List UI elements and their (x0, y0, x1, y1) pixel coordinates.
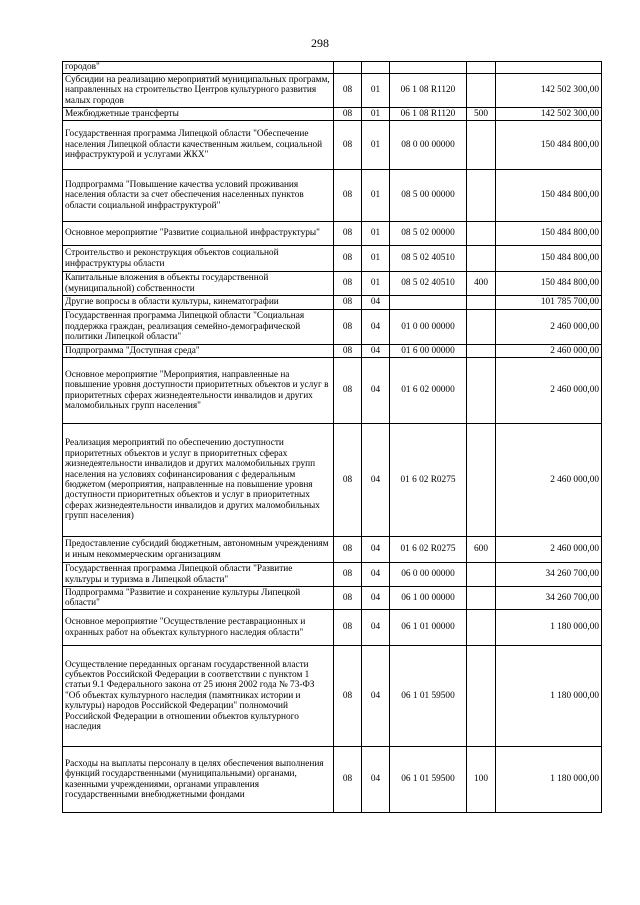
section-code: 08 (334, 424, 362, 537)
amount: 2 460 000,00 (496, 424, 602, 537)
amount: 2 460 000,00 (496, 310, 602, 345)
target-article-code: 06 0 00 00000 (390, 563, 467, 587)
section-code: 08 (334, 121, 362, 170)
subsection-code: 04 (362, 610, 390, 646)
subsection-code: 04 (362, 345, 390, 358)
table-row (63, 358, 602, 424)
expense-type-code (467, 246, 496, 272)
budget-item-name: Предоставление субсидий бюджетным, автономным учреждениям и иным некоммерческим организациям (63, 537, 334, 563)
table-row (63, 537, 602, 563)
table-row (63, 646, 602, 747)
expense-type-code (467, 62, 496, 74)
table-row (63, 246, 602, 272)
subsection-code: 01 (362, 74, 390, 108)
amount: 150 484 800,00 (496, 121, 602, 170)
section-code: 08 (334, 222, 362, 246)
budget-item-name: Капитальные вложения в объекты государственной (муниципальной) собственности (63, 272, 334, 296)
budget-item-name: Подпрограмма "Доступная среда" (63, 345, 334, 358)
amount: 142 502 300,00 (496, 74, 602, 108)
subsection-code: 04 (362, 358, 390, 424)
section-code: 08 (334, 272, 362, 296)
subsection-code: 04 (362, 537, 390, 563)
expense-type-code (467, 358, 496, 424)
target-article-code: 06 1 08 R1120 (390, 108, 467, 121)
subsection-code: 04 (362, 646, 390, 747)
budget-item-name: Расходы на выплаты персоналу в целях обеспечения выполнения функций государственными (муниципальными) органами, казенными учреждениями, органами управления государственными внебюджетными фондами (63, 747, 334, 813)
budget-item-name: Основное мероприятие "Осуществление реставрационных и охранных работ на объектах культурного наследия области" (63, 610, 334, 646)
section-code: 08 (334, 537, 362, 563)
subsection-code: 01 (362, 121, 390, 170)
amount: 34 260 700,00 (496, 587, 602, 610)
table-row (63, 424, 602, 537)
expense-type-code (467, 121, 496, 170)
section-code: 08 (334, 310, 362, 345)
section-code: 08 (334, 246, 362, 272)
table-row (63, 310, 602, 345)
table-row (63, 296, 602, 310)
amount: 150 484 800,00 (496, 272, 602, 296)
section-code: 08 (334, 74, 362, 108)
amount: 142 502 300,00 (496, 108, 602, 121)
subsection-code: 04 (362, 747, 390, 813)
subsection-code: 01 (362, 170, 390, 222)
target-article-code (390, 296, 467, 310)
subsection-code (362, 62, 390, 74)
subsection-code: 04 (362, 296, 390, 310)
target-article-code: 08 0 00 00000 (390, 121, 467, 170)
target-article-code (390, 62, 467, 74)
budget-item-name: Основное мероприятие "Развитие социальной инфраструктуры" (63, 222, 334, 246)
expense-type-code (467, 587, 496, 610)
table-row (63, 108, 602, 121)
target-article-code: 08 5 00 00000 (390, 170, 467, 222)
target-article-code: 06 1 00 00000 (390, 587, 467, 610)
table-row (63, 62, 602, 74)
budget-item-name: Государственная программа Липецкой области "Обеспечение населения Липецкой области качественным жильем, социальной инфраструктурой и услугами ЖКХ" (63, 121, 334, 170)
expense-type-code (467, 345, 496, 358)
table-row (63, 121, 602, 170)
section-code: 08 (334, 646, 362, 747)
subsection-code: 01 (362, 222, 390, 246)
target-article-code: 01 6 02 R0275 (390, 424, 467, 537)
section-code (334, 62, 362, 74)
table-row (63, 587, 602, 610)
budget-item-name: Основное мероприятие "Мероприятия, направленные на повышение уровня доступности приоритетных объектов и услуг в приоритетных сферах жизнедеятельности инвалидов и других маломобильных групп населения" (63, 358, 334, 424)
target-article-code: 01 0 00 00000 (390, 310, 467, 345)
section-code: 08 (334, 587, 362, 610)
target-article-code: 06 1 01 59500 (390, 646, 467, 747)
subsection-code: 04 (362, 587, 390, 610)
target-article-code: 08 5 02 40510 (390, 272, 467, 296)
expense-type-code: 400 (467, 272, 496, 296)
budget-item-name: городов" (63, 62, 334, 74)
section-code: 08 (334, 610, 362, 646)
table-row (63, 747, 602, 813)
amount: 101 785 700,00 (496, 296, 602, 310)
table-row (63, 563, 602, 587)
budget-item-name: Реализация мероприятий по обеспечению доступности приоритетных объектов и услуг в приоритетных сферах жизнедеятельности инвалидов и других маломобильных групп населения на условиях софинансирования с федеральным бюджетом (мероприятия, направленные на повышение уровня доступности приоритетных объектов и услуг в приоритетных сферах жизнедеятельности инвалидов и других маломобильных групп населения) (63, 424, 334, 537)
target-article-code: 06 1 08 R1120 (390, 74, 467, 108)
expense-type-code: 600 (467, 537, 496, 563)
budget-item-name: Подпрограмма "Развитие и сохранение культуры Липецкой области" (63, 587, 334, 610)
expense-type-code (467, 424, 496, 537)
budget-table (62, 61, 602, 813)
amount: 2 460 000,00 (496, 345, 602, 358)
expense-type-code (467, 646, 496, 747)
amount: 1 180 000,00 (496, 646, 602, 747)
budget-item-name: Подпрограмма "Повышение качества условий проживания населения области за счет обеспечения населенных пунктов области социальной инфраструктурой" (63, 170, 334, 222)
budget-item-name: Строительство и реконструкция объектов социальной инфраструктуры области (63, 246, 334, 272)
subsection-code: 01 (362, 246, 390, 272)
amount: 1 180 000,00 (496, 610, 602, 646)
table-row (63, 222, 602, 246)
expense-type-code (467, 296, 496, 310)
section-code: 08 (334, 296, 362, 310)
table-row (63, 272, 602, 296)
expense-type-code (467, 563, 496, 587)
section-code: 08 (334, 358, 362, 424)
table-row (63, 170, 602, 222)
expense-type-code (467, 610, 496, 646)
target-article-code: 01 6 02 R0275 (390, 537, 467, 563)
target-article-code: 08 5 02 40510 (390, 246, 467, 272)
expense-type-code (467, 222, 496, 246)
expense-type-code: 100 (467, 747, 496, 813)
subsection-code: 04 (362, 424, 390, 537)
section-code: 08 (334, 170, 362, 222)
subsection-code: 04 (362, 563, 390, 587)
budget-item-name: Субсидии на реализацию мероприятий муниципальных программ, направленных на строительство Центров культурного развития малых городов (63, 74, 334, 108)
expense-type-code (467, 310, 496, 345)
amount: 2 460 000,00 (496, 537, 602, 563)
table-row (63, 610, 602, 646)
target-article-code: 08 5 02 00000 (390, 222, 467, 246)
section-code: 08 (334, 747, 362, 813)
amount: 150 484 800,00 (496, 222, 602, 246)
target-article-code: 01 6 02 00000 (390, 358, 467, 424)
page-number: 298 (311, 36, 329, 50)
amount: 34 260 700,00 (496, 563, 602, 587)
subsection-code: 01 (362, 108, 390, 121)
amount: 150 484 800,00 (496, 170, 602, 222)
budget-item-name: Государственная программа Липецкой области "Социальная поддержка граждан, реализация семейно-демографической политики Липецкой области" (63, 310, 334, 345)
budget-item-name: Государственная программа Липецкой области "Развитие культуры и туризма в Липецкой области" (63, 563, 334, 587)
budget-item-name: Межбюджетные трансферты (63, 108, 334, 121)
table-row (63, 74, 602, 108)
section-code: 08 (334, 345, 362, 358)
subsection-code: 01 (362, 272, 390, 296)
amount: 2 460 000,00 (496, 358, 602, 424)
expense-type-code: 500 (467, 108, 496, 121)
target-article-code: 06 1 01 59500 (390, 747, 467, 813)
target-article-code: 06 1 01 00000 (390, 610, 467, 646)
budget-item-name: Осуществление переданных органам государственной власти субъектов Российской Федерации в соответствии с пунктом 1 статьи 9.1 Федерального закона от 25 июня 2002 года № 73-ФЗ "Об объектах культурного наследия (памятниках истории и культуры) народов Российской Федерации" полномочий Российской Федерации в отношении объектов культурного наследия (63, 646, 334, 747)
amount: 1 180 000,00 (496, 747, 602, 813)
expense-type-code (467, 170, 496, 222)
section-code: 08 (334, 108, 362, 121)
amount (496, 62, 602, 74)
target-article-code: 01 6 00 00000 (390, 345, 467, 358)
expense-type-code (467, 74, 496, 108)
budget-item-name: Другие вопросы в области культуры, кинематографии (63, 296, 334, 310)
section-code: 08 (334, 563, 362, 587)
table-row (63, 345, 602, 358)
amount: 150 484 800,00 (496, 246, 602, 272)
subsection-code: 04 (362, 310, 390, 345)
budget-table-body (63, 62, 602, 813)
